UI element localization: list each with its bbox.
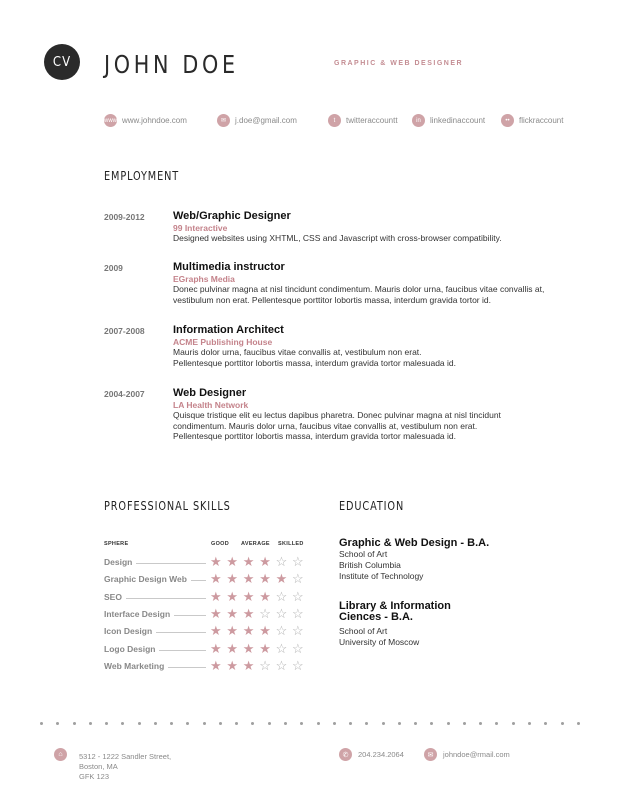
skills-heading: PROFESSIONAL SKILLS: [104, 499, 231, 513]
education-detail: School of Art: [339, 549, 388, 559]
divider-dot: [121, 722, 124, 725]
divider-dot: [105, 722, 108, 725]
star-filled-icon: ★: [259, 571, 271, 587]
star-empty-icon: ☆: [259, 657, 271, 673]
divider-dot: [203, 722, 206, 725]
education-entry: [339, 601, 569, 648]
divider-dot: [561, 722, 564, 725]
divider-dot: [170, 722, 173, 725]
skill-name: Interface Design: [104, 608, 171, 619]
divider-dot: [333, 722, 336, 725]
star-filled-icon: ★: [210, 623, 222, 639]
star-empty-icon: ☆: [292, 605, 304, 621]
star-empty-icon: ☆: [275, 657, 288, 673]
email-icon: ✉: [217, 114, 230, 127]
divider-dot: [89, 722, 92, 725]
skill-row: [104, 640, 314, 657]
job-dates: 2007-2008: [104, 326, 145, 336]
divider-dot: [577, 722, 580, 725]
contact-text: linkedinaccount: [430, 116, 486, 125]
skill-leader-line: [168, 667, 206, 668]
email-icon: ✉: [424, 748, 437, 761]
job-dates: 2009-2012: [104, 212, 145, 222]
divider-dot: [186, 722, 189, 725]
job-company: EGraphs Media: [173, 274, 235, 284]
star-filled-icon: ★: [226, 623, 239, 639]
star-filled-icon: ★: [226, 657, 239, 673]
star-empty-icon: ☆: [275, 605, 288, 621]
job-description-line: vestibulum non erat. Pellentesque porttitor lobortis massa, interdum gravida tortor id.: [173, 294, 491, 305]
star-filled-icon: ★: [242, 588, 255, 604]
star-empty-icon: ☆: [259, 605, 271, 621]
job-description-line: Pellentesque porttitor lobortis massa, interdum gravida tortor malesuada id.: [173, 431, 457, 441]
job-description-line: Quisque tristique elit eu lectus dapibus pharetra. Donec pulvinar magna at nisl tincidunt: [173, 410, 501, 420]
star-empty-icon: ☆: [292, 588, 304, 604]
twitter-icon: t: [328, 114, 341, 127]
employment-heading: EMPLOYMENT: [104, 169, 180, 183]
divider-dot: [544, 722, 547, 725]
divider-dot: [495, 722, 498, 725]
star-empty-icon: ☆: [275, 588, 288, 604]
job-title: Web/Graphic Designer: [173, 210, 291, 222]
divider-dot: [317, 722, 320, 725]
education-entry: [339, 538, 569, 582]
divider-dot: [528, 722, 531, 725]
phone-text: 204.234.2064: [358, 749, 404, 759]
divider-dot: [479, 722, 482, 725]
star-filled-icon: ★: [210, 554, 222, 569]
skill-row: [104, 588, 314, 605]
contact-text: twitteraccountt: [346, 116, 398, 125]
star-filled-icon: ★: [259, 588, 271, 604]
skills-column-average: AVERAGE: [241, 541, 270, 547]
divider-dot: [512, 722, 515, 725]
star-filled-icon: ★: [259, 554, 271, 569]
globe-icon: www: [104, 114, 117, 127]
divider-dot: [268, 722, 271, 725]
contact-text: j.doe@gmail.com: [235, 116, 297, 125]
education-detail: University of Moscow: [339, 637, 420, 647]
contact-flickr[interactable]: [501, 114, 563, 127]
star-filled-icon: ★: [242, 554, 255, 569]
star-filled-icon: ★: [226, 571, 239, 587]
job-description-line: condimentum. Mauris dolor urna, faucibus vitae convallis at, vestibulum non erat.: [173, 420, 478, 431]
contact-linkedin[interactable]: [412, 114, 485, 127]
contact-twitter[interactable]: [328, 114, 398, 127]
star-filled-icon: ★: [259, 623, 271, 639]
divider-dot: [251, 722, 254, 725]
skill-row: [104, 605, 314, 622]
skill-leader-line: [191, 580, 206, 581]
job-description-line: Donec pulvinar magna at nisl tincidunt condimentum. Mauris dolor urna, faucibus vitae convallis at,: [173, 284, 545, 294]
skill-leader-line: [156, 632, 206, 633]
contact-text: www.johndoe.com: [122, 116, 187, 125]
star-filled-icon: ★: [226, 605, 239, 621]
job-dates: 2004-2007: [104, 389, 145, 399]
star-empty-icon: ☆: [275, 623, 288, 639]
skill-name: Icon Design: [104, 626, 153, 637]
job-title: Web Designer: [173, 387, 247, 399]
education-title: Library & Information: [339, 600, 451, 612]
footer-phone[interactable]: [339, 748, 404, 761]
divider-dot: [365, 722, 368, 725]
skill-row: [104, 573, 314, 587]
star-empty-icon: ☆: [275, 554, 288, 569]
footer-address: [54, 748, 67, 761]
divider-dot: [40, 722, 43, 725]
skill-name: Logo Design: [104, 643, 156, 654]
job-title: Information Architect: [173, 324, 284, 336]
job-company: LA Health Network: [173, 400, 249, 410]
footer-email[interactable]: [424, 748, 510, 761]
star-filled-icon: ★: [210, 605, 222, 621]
skill-row: [104, 657, 314, 674]
star-filled-icon: ★: [226, 640, 239, 656]
divider-dot: [219, 722, 222, 725]
job-description: [173, 410, 573, 442]
linkedin-icon: in: [412, 114, 425, 127]
contact-website[interactable]: [104, 114, 187, 127]
star-filled-icon: ★: [259, 640, 271, 656]
skill-leader-line: [159, 650, 206, 651]
skill-leader-line: [126, 598, 206, 599]
skill-name: Graphic Design Web: [104, 574, 187, 585]
divider-dot: [414, 722, 417, 725]
skill-name: Design: [104, 557, 133, 567]
divider-dot: [235, 722, 238, 725]
cv-badge: CV: [44, 44, 80, 80]
address-line: Boston, MA: [79, 762, 118, 771]
divider-dot: [138, 722, 141, 725]
email-text: johndoe@rmail.com: [443, 749, 510, 759]
role-subtitle: GRAPHIC & WEB DESIGNER: [334, 60, 464, 67]
education-title: Ciences - B.A.: [339, 611, 413, 623]
job-title: Multimedia instructor: [173, 261, 285, 273]
address-line: GFK 123: [79, 772, 110, 781]
star-empty-icon: ☆: [292, 640, 304, 656]
star-filled-icon: ★: [226, 554, 239, 569]
job-description: [173, 347, 573, 368]
job-company: ACME Publishing House: [173, 337, 273, 347]
star-filled-icon: ★: [210, 588, 222, 604]
star-filled-icon: ★: [275, 571, 288, 587]
divider-dot: [398, 722, 401, 725]
skills-column-good: GOOD: [211, 541, 230, 547]
footer-address-text: [79, 752, 171, 782]
star-filled-icon: ★: [242, 605, 255, 621]
contact-text: flickraccount: [519, 116, 564, 125]
education-detail: Institute of Technology: [339, 571, 424, 581]
skills-column-skilled: SKILLED: [278, 541, 304, 547]
flickr-icon: ••: [501, 114, 514, 127]
phone-icon: ✆: [339, 748, 352, 761]
divider-dot: [284, 722, 287, 725]
job-description-line: Pellentesque porttitor lobortis massa, interdum gravida tortor malesuada id.: [173, 357, 457, 368]
divider-dot: [73, 722, 76, 725]
name-heading: JOHN DOE: [104, 50, 239, 79]
education-detail: School of Art: [339, 626, 388, 636]
skill-leader-line: [174, 615, 206, 616]
address-line: 5312 - 1222 Sandler Street,: [79, 752, 172, 761]
job-dates: 2009: [104, 263, 123, 273]
star-empty-icon: ☆: [292, 554, 304, 569]
education-detail: British Columbia: [339, 560, 401, 570]
skill-name: SEO: [104, 591, 122, 602]
star-filled-icon: ★: [242, 640, 255, 656]
contact-email[interactable]: [217, 114, 297, 127]
divider-dot: [447, 722, 450, 725]
job-description-line: Mauris dolor urna, faucibus vitae convallis at, vestibulum non erat.: [173, 347, 422, 357]
divider-dot: [463, 722, 466, 725]
education-heading: EDUCATION: [339, 499, 405, 513]
divider-dot: [56, 722, 59, 725]
star-filled-icon: ★: [242, 623, 255, 639]
star-empty-icon: ☆: [292, 623, 304, 639]
job-description: [173, 284, 573, 305]
skill-name: Web Marketing: [104, 660, 165, 671]
star-filled-icon: ★: [210, 571, 222, 587]
job-company: 99 Interactive: [173, 223, 228, 233]
star-filled-icon: ★: [242, 571, 255, 587]
divider-dot: [300, 722, 303, 725]
skill-leader-line: [136, 563, 206, 564]
divider-dot: [349, 722, 352, 725]
star-empty-icon: ☆: [292, 657, 304, 673]
skill-row: [104, 556, 314, 570]
star-filled-icon: ★: [210, 657, 222, 673]
divider-dot: [430, 722, 433, 725]
divider-dot: [382, 722, 385, 725]
home-icon: ⌂: [54, 748, 67, 761]
skills-column-sphere: SPHERE: [104, 541, 129, 547]
footer-divider: [40, 722, 580, 726]
star-filled-icon: ★: [226, 588, 239, 604]
star-filled-icon: ★: [242, 657, 255, 673]
star-empty-icon: ☆: [292, 571, 304, 587]
job-description: [173, 233, 573, 244]
star-empty-icon: ☆: [275, 640, 288, 656]
skill-row: [104, 625, 314, 639]
star-filled-icon: ★: [210, 640, 222, 656]
education-title: Graphic & Web Design - B.A.: [339, 537, 490, 549]
divider-dot: [154, 722, 157, 725]
job-description-line: Designed websites using XHTML, CSS and Javascript with cross-browser compatibility.: [173, 233, 502, 243]
